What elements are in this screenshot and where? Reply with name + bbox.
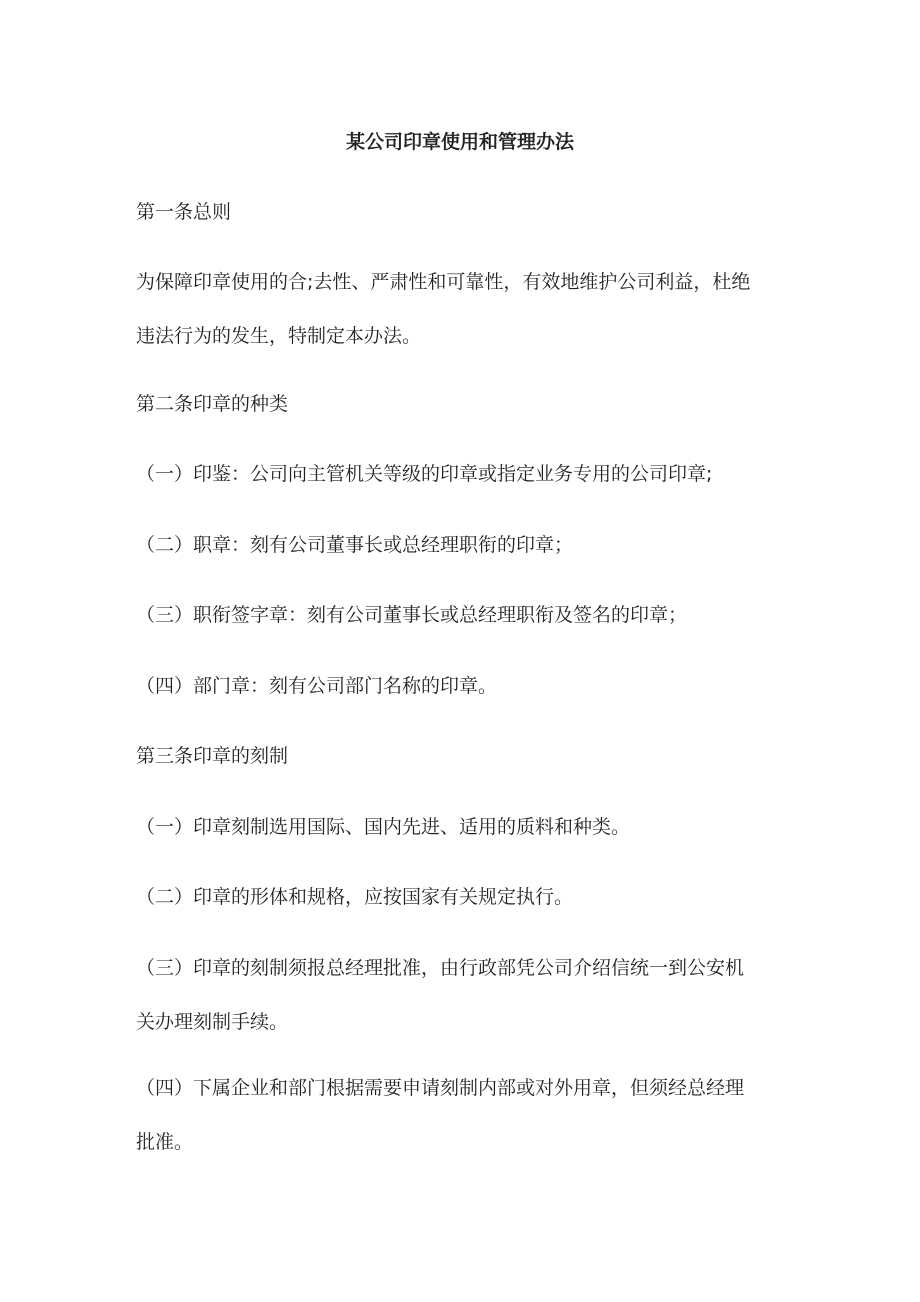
text-line: （四）部门章：刻有公司部门名称的印章。 xyxy=(136,675,498,697)
text-line: （四）下属企业和部门根据需要申请刻制内部或对外用章，但须经总经理 xyxy=(136,1077,745,1099)
text-line: 违法行为的发生，特制定本办法。 xyxy=(136,325,422,347)
article-3-heading xyxy=(136,742,796,770)
article-2-heading xyxy=(136,390,796,418)
article-1-body xyxy=(136,268,796,350)
article-1-heading xyxy=(136,198,796,226)
text-line: 第二条印章的种类 xyxy=(136,393,289,415)
text-line: （二）职章：刻有公司董事长或总经理职衔的印章； xyxy=(136,534,574,556)
article-2-item-1 xyxy=(136,460,796,488)
text-line: 为保障印章使用的合;去性、严肃性和可靠性，有效地维护公司利益，杜绝 xyxy=(136,271,751,293)
text-line: 关办理刻制手续。 xyxy=(136,1011,289,1033)
text-line: （二）印章的形体和规格，应按国家有关规定执行。 xyxy=(136,886,574,908)
text-line: （一）印鉴：公司向主管机关等级的印章或指定业务专用的公司印章; xyxy=(136,463,713,485)
article-3-item-2 xyxy=(136,883,796,911)
text-line: 第一条总则 xyxy=(136,201,232,223)
article-3-item-3 xyxy=(136,954,796,1036)
article-2-item-4 xyxy=(136,672,796,700)
text-line: （三）印章的刻制须报总经理批准，由行政部凭公司介绍信统一到公安机 xyxy=(136,957,745,979)
article-3-item-4 xyxy=(136,1074,796,1156)
document-title: 某公司印章使用和管理办法 xyxy=(345,131,574,153)
text-line: （一）印章刻制选用国际、国内先进、适用的质料和种类。 xyxy=(136,816,631,838)
text-line: 批准。 xyxy=(136,1131,194,1153)
text-line: （三）职衔签字章：刻有公司董事长或总经理职衔及签名的印章； xyxy=(136,604,688,626)
article-3-item-1 xyxy=(136,813,796,841)
article-2-item-3 xyxy=(136,601,796,629)
article-2-item-2 xyxy=(136,531,796,559)
text-line: 第三条印章的刻制 xyxy=(136,745,289,767)
